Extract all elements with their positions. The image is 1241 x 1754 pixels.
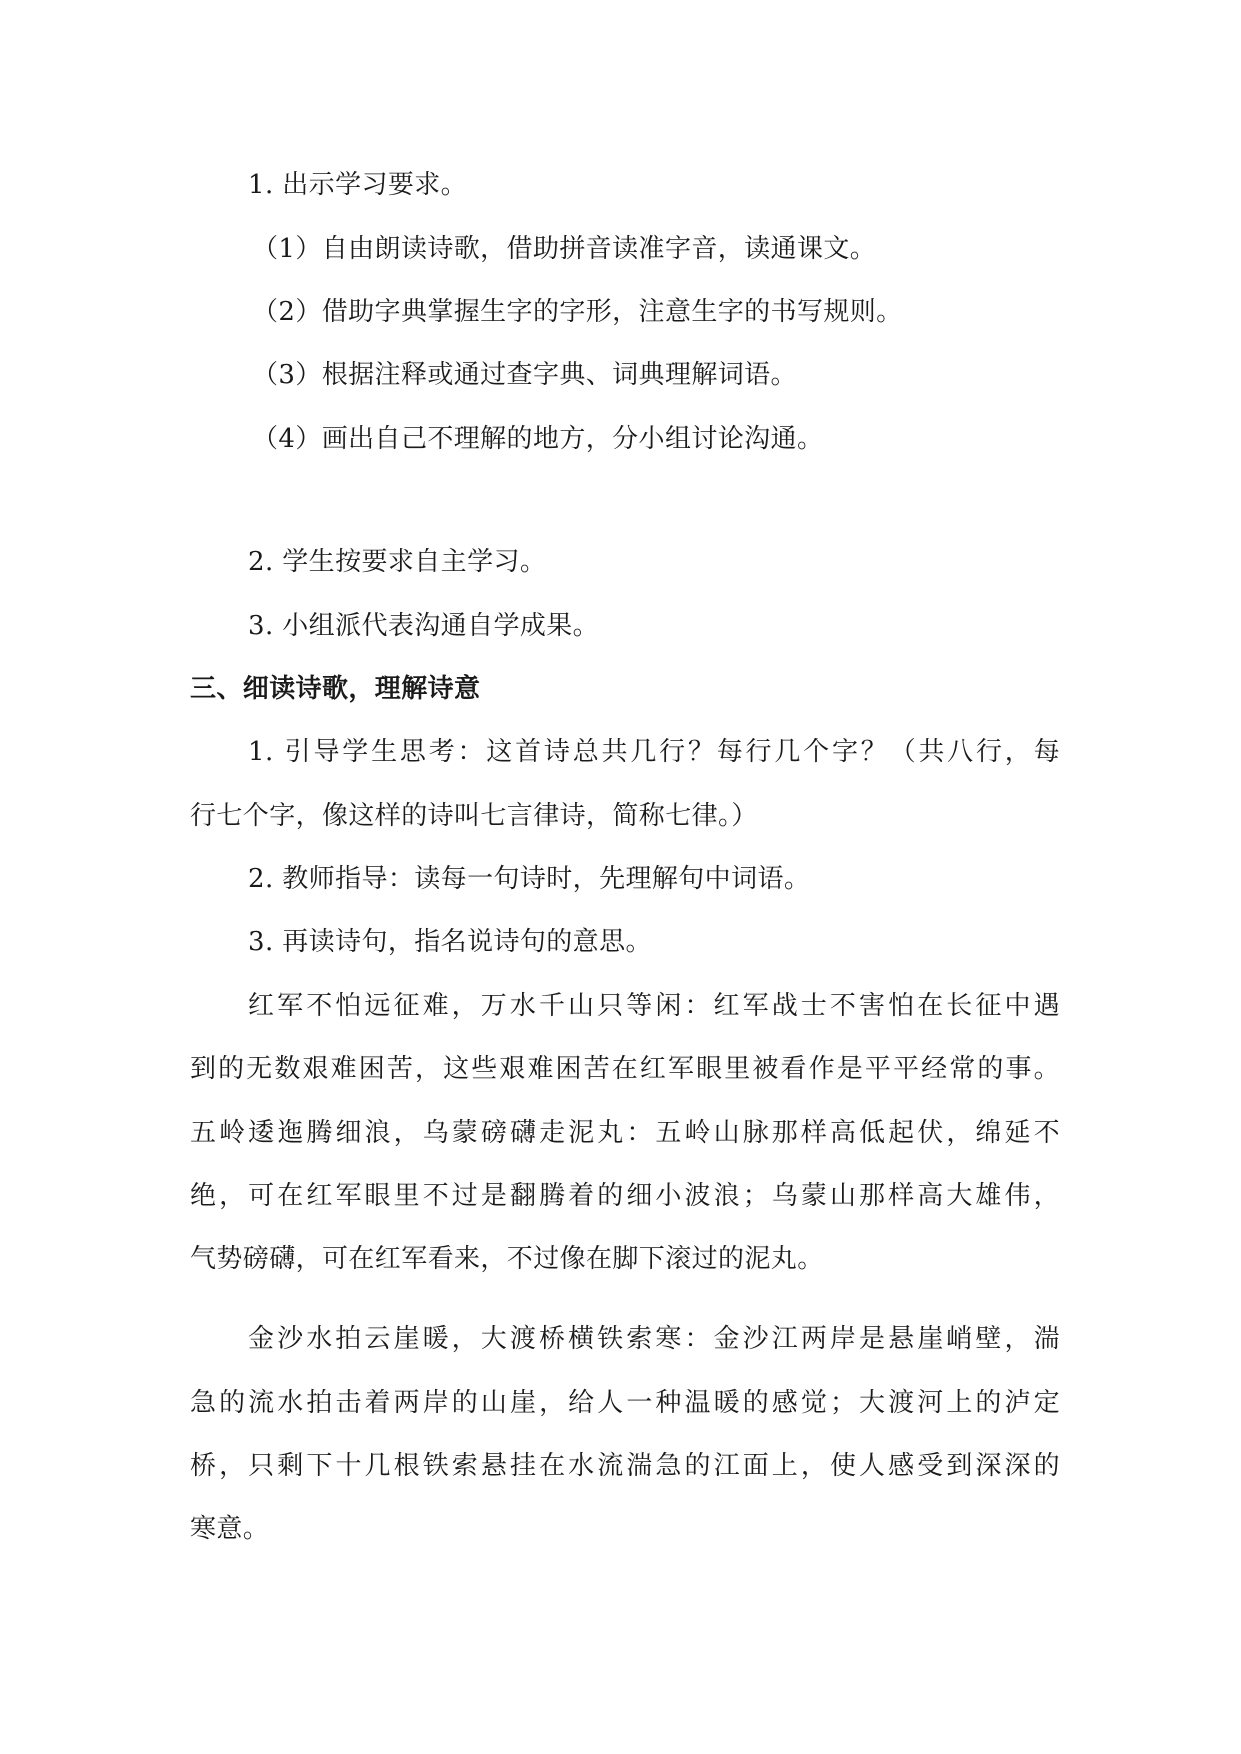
requirement-4: （4）画出自己不理解的地方，分小组讨论沟通。 (252, 424, 824, 454)
paragraph-line: 寒意。 (190, 1514, 270, 1544)
paragraph-line: 气势磅礴，可在红军看来，不过像在脚下滚过的泥丸。 (190, 1244, 824, 1274)
step-3: 3. 小组派代表沟通自学成果。 (248, 611, 600, 641)
paragraph-line: 桥，只剩下十几根铁索悬挂在水流湍急的江面上，使人感受到深深的 (190, 1451, 1060, 1481)
paragraph-line: 2. 教师指导：读每一句诗时，先理解句中词语。 (248, 864, 811, 894)
requirement-2: （2）借助字典掌握生字的字形，注意生字的书写规则。 (252, 297, 903, 327)
paragraph-line: 3. 再读诗句，指名说诗句的意思。 (248, 927, 652, 957)
paragraph-line: 金沙水拍云崖暖，大渡桥横铁索寒：金沙江两岸是悬崖峭壁，湍 (248, 1324, 1060, 1354)
step-2: 2. 学生按要求自主学习。 (248, 547, 547, 577)
paragraph-line: 行七个字，像这样的诗叫七言律诗，简称七律。） (190, 801, 758, 831)
paragraph-line: 急的流水拍击着两岸的山崖，给人一种温暖的感觉；大渡河上的泸定 (190, 1388, 1060, 1418)
requirement-3: （3）根据注释或通过查字典、词典理解词语。 (252, 360, 797, 390)
paragraph-line: 1. 引导学生思考：这首诗总共几行？每行几个字？（共八行，每 (248, 737, 1060, 767)
paragraph-line: 五岭逶迤腾细浪，乌蒙磅礴走泥丸：五岭山脉那样高低起伏，绵延不 (190, 1118, 1060, 1148)
step-1-title: 1. 出示学习要求。 (248, 170, 468, 200)
paragraph-line: 绝，可在红军眼里不过是翻腾着的细小波浪；乌蒙山那样高大雄伟， (190, 1181, 1060, 1211)
requirement-1: （1）自由朗读诗歌，借助拼音读准字音，读通课文。 (252, 234, 877, 264)
paragraph-line: 到的无数艰难困苦，这些艰难困苦在红军眼里被看作是平平经常的事。 (190, 1054, 1060, 1084)
paragraph-line: 红军不怕远征难，万水千山只等闲：红军战士不害怕在长征中遇 (248, 991, 1060, 1021)
section-heading: 三、细读诗歌，理解诗意 (190, 674, 481, 704)
